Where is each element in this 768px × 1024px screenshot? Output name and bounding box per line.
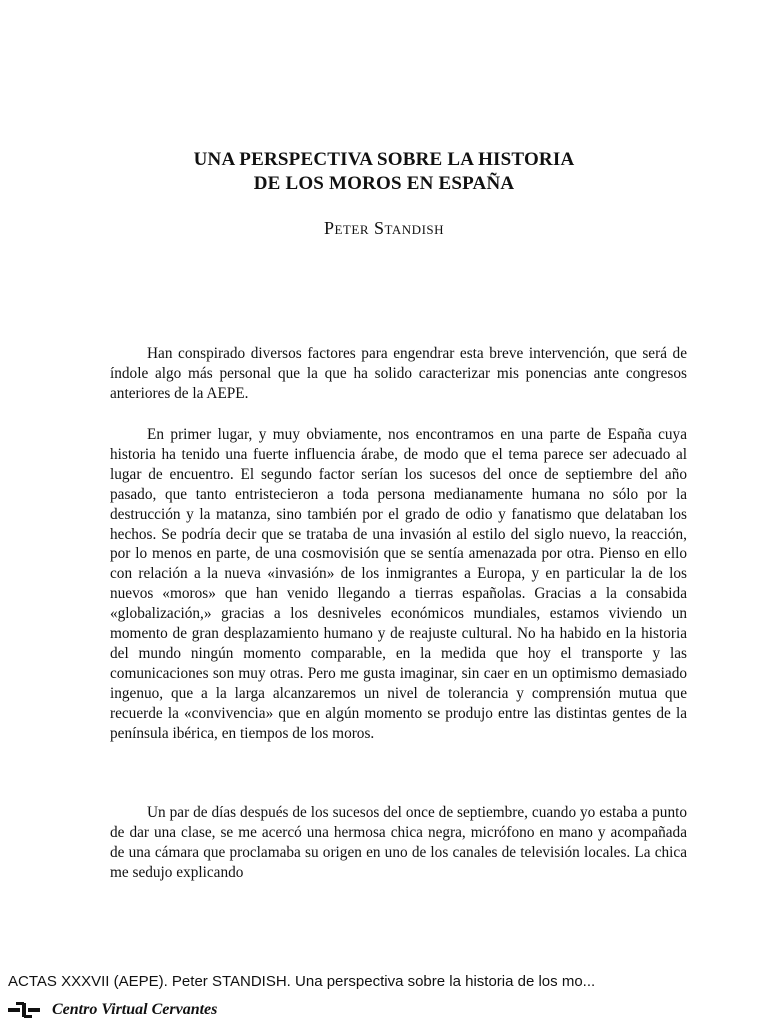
article-author: Peter Standish [323, 218, 445, 238]
paragraph: Un par de días después de los sucesos del once de septiembre, cuando yo estaba a punto de dar una clase, se me acercó una hermosa chica negra, micrófono en mano y acompañada de una cámara que proclamaba su origen en uno de los canales de televisión locales. La chica me sedujo explicando [110, 804, 687, 881]
paragraph-1-block [110, 344, 687, 404]
footer-logo[interactable] [8, 999, 217, 1021]
paragraph: Han conspirado diversos factores para engendrar esta breve intervención, que será de índole algo más personal que la que ha solido caracterizar mis ponencias ante congresos anteriores de la AEPE. [110, 345, 687, 402]
article-title-line-2: DE LOS MOROS EN ESPAÑA [253, 173, 515, 194]
paragraph-3-block [110, 803, 687, 883]
article-title-line-1: UNA PERSPECTIVA SOBRE LA HISTORIA [193, 149, 575, 170]
centro-virtual-cervantes-logo-icon [8, 1001, 46, 1019]
article-title [0, 148, 768, 196]
paragraph: En primer lugar, y muy obviamente, nos encontramos en una parte de España cuya historia ha tenido una fuerte influencia árabe, de modo que el tema parece ser adecuado al lugar de encuentro. El segundo factor serían los sucesos del once de septiembre del año pasado, que tanto entristecieron a toda persona medianamente humana no sólo por la destrucción y la matanza, sino también por el grado de odio y fanatismo que delataban los hechos. Se podría decir que se trataba de una invasión al estilo del siglo nuevo, la reacción, por lo menos en parte, de una cosmovisión que se sentía amenazada por otra. Pienso en ello con relación a la nueva «invasión» de los inmigrantes a Europa, y en particular la de los nuevos «moros» que han venido llegando a tierras españolas. Gracias a la consabida «globalización,» gracias a los desniveles económicos mundiales, estamos viviendo un momento de gran desplazamiento humano y de reajuste cultural. No ha habido en la historia del mundo ningún momento comparable, en la medida que hoy el transporte y las comunicaciones son muy otras. Pero me gusta imaginar, sin caer en un optimismo demasiado ingenuo, que a la larga alcanzaremos un nivel de tolerancia y comprensión mutua que recuerde la «convivencia» que en algún momento se produjo entre las distintas gentes de la península ibérica, en tiempos de los moros. [110, 426, 687, 742]
footer-logo-text: Centro Virtual Cervantes [52, 1001, 218, 1018]
paragraph-2-block [110, 425, 687, 744]
footer-caption-link[interactable]: ACTAS XXXVII (AEPE). Peter STANDISH. Una perspectiva sobre la historia de los mo... [8, 973, 596, 990]
